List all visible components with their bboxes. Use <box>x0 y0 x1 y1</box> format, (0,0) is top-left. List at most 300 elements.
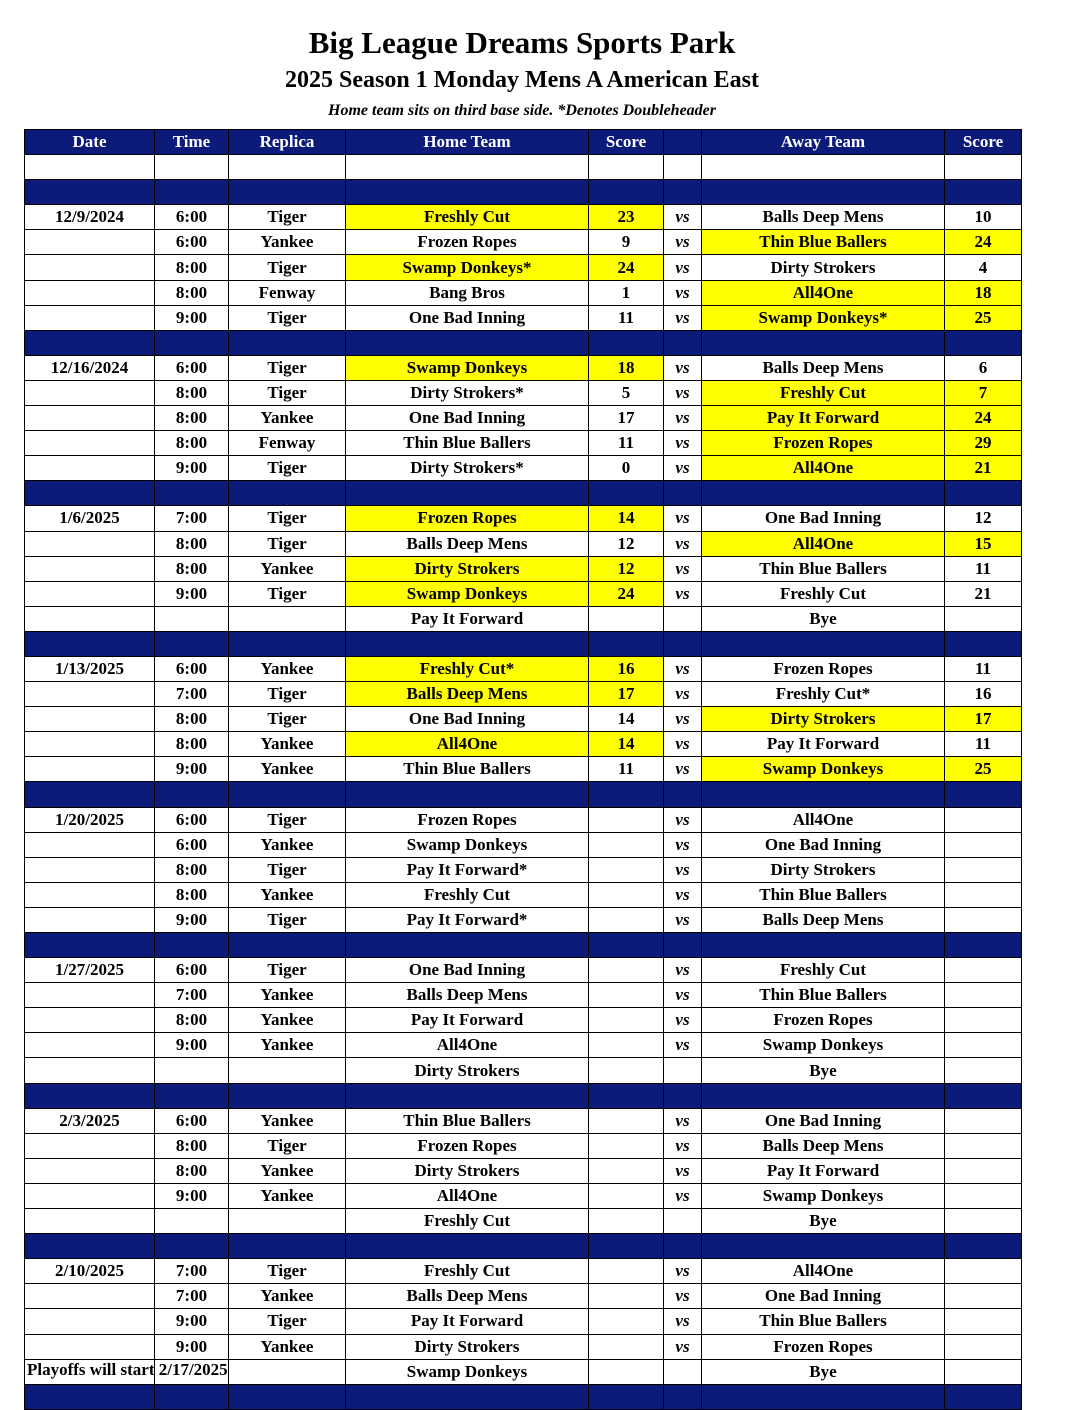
home-score: 17 <box>589 406 664 431</box>
empty-cell <box>664 1083 702 1108</box>
empty-cell <box>25 330 155 355</box>
home-score <box>589 606 664 631</box>
separator-row <box>25 782 1022 807</box>
game-replica: Yankee <box>229 757 346 782</box>
home-score <box>589 958 664 983</box>
away-team: Balls Deep Mens <box>702 907 945 932</box>
game-replica: Tiger <box>229 1309 346 1334</box>
home-team: Dirty Strokers <box>346 1334 589 1359</box>
vs-label: vs <box>664 1008 702 1033</box>
home-score <box>589 983 664 1008</box>
vs-label: vs <box>664 305 702 330</box>
game-time: 6:00 <box>155 958 229 983</box>
game-replica: Fenway <box>229 280 346 305</box>
vs-label: vs <box>664 983 702 1008</box>
game-time: 8:00 <box>155 406 229 431</box>
empty-cell <box>664 155 702 180</box>
game-row <box>25 832 1022 857</box>
game-date <box>25 882 155 907</box>
away-score: 6 <box>945 355 1022 380</box>
away-team: Swamp Donkeys <box>702 1033 945 1058</box>
empty-cell <box>346 180 589 205</box>
empty-cell <box>945 631 1022 656</box>
home-team: Freshly Cut <box>346 205 589 230</box>
away-score: 12 <box>945 506 1022 531</box>
game-date <box>25 682 155 707</box>
vs-label: vs <box>664 958 702 983</box>
vs-label: vs <box>664 707 702 732</box>
home-team: Swamp Donkeys <box>346 832 589 857</box>
game-replica: Yankee <box>229 1284 346 1309</box>
home-score: 24 <box>589 255 664 280</box>
away-score: 29 <box>945 431 1022 456</box>
vs-label <box>664 606 702 631</box>
empty-cell <box>664 481 702 506</box>
empty-cell <box>229 1234 346 1259</box>
game-replica: Yankee <box>229 732 346 757</box>
empty-cell <box>229 330 346 355</box>
away-score: 4 <box>945 255 1022 280</box>
vs-label: vs <box>664 230 702 255</box>
game-row <box>25 656 1022 681</box>
away-score: 15 <box>945 531 1022 556</box>
vs-label: vs <box>664 1309 702 1334</box>
game-replica: Yankee <box>229 1033 346 1058</box>
away-team: All4One <box>702 280 945 305</box>
game-time <box>155 606 229 631</box>
away-team: Dirty Strokers <box>702 255 945 280</box>
vs-label: vs <box>664 556 702 581</box>
game-row <box>25 682 1022 707</box>
game-replica: Yankee <box>229 832 346 857</box>
game-date <box>25 305 155 330</box>
away-score <box>945 1033 1022 1058</box>
game-row <box>25 983 1022 1008</box>
game-time: 9:00 <box>155 757 229 782</box>
away-score <box>945 882 1022 907</box>
away-score: 10 <box>945 205 1022 230</box>
game-date <box>25 581 155 606</box>
away-team: Thin Blue Ballers <box>702 230 945 255</box>
game-row <box>25 1133 1022 1158</box>
game-date <box>25 406 155 431</box>
game-row <box>25 406 1022 431</box>
game-row <box>25 230 1022 255</box>
game-row <box>25 1183 1022 1208</box>
home-score <box>589 882 664 907</box>
away-score: 21 <box>945 456 1022 481</box>
game-row <box>25 506 1022 531</box>
game-time: 8:00 <box>155 707 229 732</box>
away-score <box>945 1259 1022 1284</box>
away-team: Thin Blue Ballers <box>702 983 945 1008</box>
vs-label: vs <box>664 581 702 606</box>
away-score <box>945 1183 1022 1208</box>
game-replica: Tiger <box>229 205 346 230</box>
empty-cell <box>229 180 346 205</box>
game-time: 8:00 <box>155 1008 229 1033</box>
vs-label: vs <box>664 1183 702 1208</box>
game-time: 9:00 <box>155 305 229 330</box>
game-time: 7:00 <box>155 506 229 531</box>
game-time: 7:00 <box>155 1284 229 1309</box>
away-team: Bye <box>702 1359 945 1384</box>
blank-row <box>25 155 1022 180</box>
away-team: Balls Deep Mens <box>702 205 945 230</box>
empty-cell <box>702 631 945 656</box>
home-score: 14 <box>589 506 664 531</box>
away-score <box>945 1158 1022 1183</box>
home-score <box>589 1309 664 1334</box>
empty-cell <box>945 330 1022 355</box>
home-team: All4One <box>346 732 589 757</box>
game-date <box>25 456 155 481</box>
empty-cell <box>155 1234 229 1259</box>
game-row <box>25 531 1022 556</box>
vs-label: vs <box>664 757 702 782</box>
away-team: All4One <box>702 1259 945 1284</box>
away-score: 17 <box>945 707 1022 732</box>
game-time: 8:00 <box>155 1133 229 1158</box>
away-score <box>945 958 1022 983</box>
empty-cell <box>229 1384 346 1409</box>
game-row <box>25 757 1022 782</box>
season-subtitle: 2025 Season 1 Monday Mens A American East <box>284 67 760 93</box>
empty-cell <box>945 1083 1022 1108</box>
game-row <box>25 280 1022 305</box>
empty-cell <box>25 1234 155 1259</box>
home-score: 16 <box>589 656 664 681</box>
game-time: 8:00 <box>155 857 229 882</box>
separator-row <box>25 1384 1022 1409</box>
header-away-team: Away Team <box>702 130 945 155</box>
empty-cell <box>589 330 664 355</box>
game-row <box>25 707 1022 732</box>
home-team: All4One <box>346 1183 589 1208</box>
empty-cell <box>346 1083 589 1108</box>
vs-label <box>664 1359 702 1384</box>
game-replica: Tiger <box>229 531 346 556</box>
game-time: 6:00 <box>155 656 229 681</box>
game-row <box>25 1033 1022 1058</box>
game-date <box>25 1058 155 1083</box>
home-team: Swamp Donkeys <box>346 355 589 380</box>
game-date <box>25 832 155 857</box>
game-time: 8:00 <box>155 1158 229 1183</box>
away-team: One Bad Inning <box>702 506 945 531</box>
home-team: Frozen Ropes <box>346 807 589 832</box>
empty-cell <box>155 1083 229 1108</box>
home-score <box>589 1108 664 1133</box>
game-replica: Tiger <box>229 380 346 405</box>
game-date <box>25 1008 155 1033</box>
game-row <box>25 907 1022 932</box>
game-replica: Yankee <box>229 983 346 1008</box>
game-row <box>25 205 1022 230</box>
game-replica: Tiger <box>229 1133 346 1158</box>
game-time: 8:00 <box>155 556 229 581</box>
empty-cell <box>25 933 155 958</box>
away-score <box>945 1309 1022 1334</box>
empty-cell <box>664 782 702 807</box>
vs-label: vs <box>664 1158 702 1183</box>
game-replica: Tiger <box>229 958 346 983</box>
vs-label: vs <box>664 280 702 305</box>
game-date: 12/9/2024 <box>25 205 155 230</box>
game-time: 9:00 <box>155 1033 229 1058</box>
away-score <box>945 1008 1022 1033</box>
game-time: 6:00 <box>155 807 229 832</box>
game-row <box>25 1158 1022 1183</box>
home-team: Freshly Cut <box>346 1259 589 1284</box>
away-team: Freshly Cut <box>702 958 945 983</box>
game-row <box>25 606 1022 631</box>
away-score <box>945 1334 1022 1359</box>
game-date <box>25 280 155 305</box>
game-row <box>25 255 1022 280</box>
game-row <box>25 355 1022 380</box>
game-row <box>25 1259 1022 1284</box>
vs-label: vs <box>664 255 702 280</box>
home-team: All4One <box>346 1033 589 1058</box>
vs-label: vs <box>664 431 702 456</box>
empty-cell <box>155 481 229 506</box>
game-time: 8:00 <box>155 380 229 405</box>
home-score <box>589 857 664 882</box>
away-team: Frozen Ropes <box>702 656 945 681</box>
home-team: Pay It Forward* <box>346 907 589 932</box>
away-team: Frozen Ropes <box>702 1008 945 1033</box>
home-score <box>589 1209 664 1234</box>
empty-cell <box>664 330 702 355</box>
header-row <box>25 130 1022 155</box>
game-time: 6:00 <box>155 230 229 255</box>
game-row <box>25 556 1022 581</box>
empty-cell <box>702 782 945 807</box>
away-team: Bye <box>702 606 945 631</box>
game-date <box>25 707 155 732</box>
vs-label: vs <box>664 1334 702 1359</box>
game-date <box>25 1284 155 1309</box>
game-row <box>25 1058 1022 1083</box>
game-time <box>155 1209 229 1234</box>
game-replica: Yankee <box>229 230 346 255</box>
empty-cell <box>589 155 664 180</box>
empty-cell <box>589 1384 664 1409</box>
vs-label: vs <box>664 205 702 230</box>
game-date <box>25 907 155 932</box>
game-row <box>25 581 1022 606</box>
home-team: One Bad Inning <box>346 406 589 431</box>
empty-cell <box>664 180 702 205</box>
home-score: 5 <box>589 380 664 405</box>
game-date <box>25 255 155 280</box>
game-date <box>25 380 155 405</box>
empty-cell <box>155 330 229 355</box>
away-team: Pay It Forward <box>702 406 945 431</box>
home-team: Swamp Donkeys <box>346 581 589 606</box>
empty-cell <box>589 180 664 205</box>
empty-cell <box>25 1083 155 1108</box>
home-score <box>589 1158 664 1183</box>
away-score: 21 <box>945 581 1022 606</box>
empty-cell <box>589 631 664 656</box>
game-row <box>25 807 1022 832</box>
away-score <box>945 606 1022 631</box>
empty-cell <box>25 631 155 656</box>
empty-cell <box>702 481 945 506</box>
away-score: 25 <box>945 757 1022 782</box>
separator-row <box>25 631 1022 656</box>
vs-label: vs <box>664 380 702 405</box>
game-row <box>25 1284 1022 1309</box>
game-time: 8:00 <box>155 280 229 305</box>
game-date: 1/13/2025 <box>25 656 155 681</box>
home-score: 23 <box>589 205 664 230</box>
game-replica: Yankee <box>229 406 346 431</box>
empty-cell <box>346 1384 589 1409</box>
vs-label: vs <box>664 506 702 531</box>
game-date: 1/20/2025 <box>25 807 155 832</box>
game-row <box>25 1008 1022 1033</box>
away-team: One Bad Inning <box>702 1108 945 1133</box>
away-team: One Bad Inning <box>702 1284 945 1309</box>
empty-cell <box>702 330 945 355</box>
game-replica: Yankee <box>229 1334 346 1359</box>
home-score: 14 <box>589 707 664 732</box>
home-team: Dirty Strokers* <box>346 380 589 405</box>
away-team: Thin Blue Ballers <box>702 1309 945 1334</box>
empty-cell <box>229 155 346 180</box>
separator-row <box>25 330 1022 355</box>
header-home-score: Score <box>589 130 664 155</box>
empty-cell <box>155 782 229 807</box>
away-team: Dirty Strokers <box>702 707 945 732</box>
empty-cell <box>346 933 589 958</box>
home-score: 12 <box>589 531 664 556</box>
game-time: 9:00 <box>155 1183 229 1208</box>
empty-cell <box>155 933 229 958</box>
away-team: Swamp Donkeys <box>702 757 945 782</box>
home-team: Freshly Cut <box>346 882 589 907</box>
game-time: 6:00 <box>155 1108 229 1133</box>
game-replica: Yankee <box>229 1158 346 1183</box>
away-team: Freshly Cut <box>702 581 945 606</box>
vs-label: vs <box>664 355 702 380</box>
vs-label: vs <box>664 832 702 857</box>
game-time: 8:00 <box>155 882 229 907</box>
vs-label: vs <box>664 1033 702 1058</box>
empty-cell <box>25 782 155 807</box>
game-replica: Tiger <box>229 506 346 531</box>
game-replica: Yankee <box>229 1008 346 1033</box>
empty-cell <box>346 481 589 506</box>
home-team: Balls Deep Mens <box>346 1284 589 1309</box>
away-score: 18 <box>945 280 1022 305</box>
home-score: 12 <box>589 556 664 581</box>
home-score <box>589 1008 664 1033</box>
game-date <box>25 531 155 556</box>
separator-row <box>25 1083 1022 1108</box>
empty-cell <box>664 933 702 958</box>
game-date <box>25 1158 155 1183</box>
game-time: 7:00 <box>155 983 229 1008</box>
empty-cell <box>702 180 945 205</box>
empty-cell <box>702 933 945 958</box>
home-score: 24 <box>589 581 664 606</box>
game-row <box>25 732 1022 757</box>
playoffs-note: Playoffs will start 2/17/2025 <box>27 1360 228 1379</box>
game-replica: Yankee <box>229 1183 346 1208</box>
empty-cell <box>346 155 589 180</box>
home-score: 9 <box>589 230 664 255</box>
header-date: Date <box>25 130 155 155</box>
game-replica: Tiger <box>229 305 346 330</box>
empty-cell <box>945 933 1022 958</box>
vs-label: vs <box>664 682 702 707</box>
away-score <box>945 1058 1022 1083</box>
home-score: 11 <box>589 431 664 456</box>
away-team: All4One <box>702 531 945 556</box>
game-row <box>25 456 1022 481</box>
away-score <box>945 1284 1022 1309</box>
game-row <box>25 380 1022 405</box>
empty-cell <box>589 1234 664 1259</box>
page-title: Big League Dreams Sports Park <box>308 25 736 60</box>
game-replica: Tiger <box>229 581 346 606</box>
game-replica: Yankee <box>229 882 346 907</box>
home-team: Freshly Cut <box>346 1209 589 1234</box>
game-date <box>25 230 155 255</box>
vs-label: vs <box>664 1259 702 1284</box>
away-team: Thin Blue Ballers <box>702 882 945 907</box>
game-replica: Fenway <box>229 431 346 456</box>
away-score <box>945 1359 1022 1384</box>
home-team: Balls Deep Mens <box>346 682 589 707</box>
empty-cell <box>702 1234 945 1259</box>
game-replica: Yankee <box>229 556 346 581</box>
home-team: Dirty Strokers <box>346 1158 589 1183</box>
home-team: Frozen Ropes <box>346 506 589 531</box>
empty-cell <box>346 330 589 355</box>
empty-cell <box>945 481 1022 506</box>
empty-cell <box>945 782 1022 807</box>
home-score <box>589 1058 664 1083</box>
home-score: 14 <box>589 732 664 757</box>
game-row <box>25 1209 1022 1234</box>
home-score: 17 <box>589 682 664 707</box>
game-time: 6:00 <box>155 832 229 857</box>
game-time: 9:00 <box>155 456 229 481</box>
game-replica <box>229 1058 346 1083</box>
home-score <box>589 1284 664 1309</box>
empty-cell <box>25 1384 155 1409</box>
header-away-score: Score <box>945 130 1022 155</box>
game-replica <box>229 1209 346 1234</box>
game-replica: Tiger <box>229 355 346 380</box>
game-row <box>25 431 1022 456</box>
game-date: 2/3/2025 <box>25 1108 155 1133</box>
away-score <box>945 907 1022 932</box>
away-score: 25 <box>945 305 1022 330</box>
away-team: Balls Deep Mens <box>702 1133 945 1158</box>
away-team: Bye <box>702 1209 945 1234</box>
empty-cell <box>589 1083 664 1108</box>
vs-label: vs <box>664 882 702 907</box>
empty-cell <box>229 782 346 807</box>
home-team: Dirty Strokers <box>346 556 589 581</box>
schedule-table <box>24 129 1022 1410</box>
